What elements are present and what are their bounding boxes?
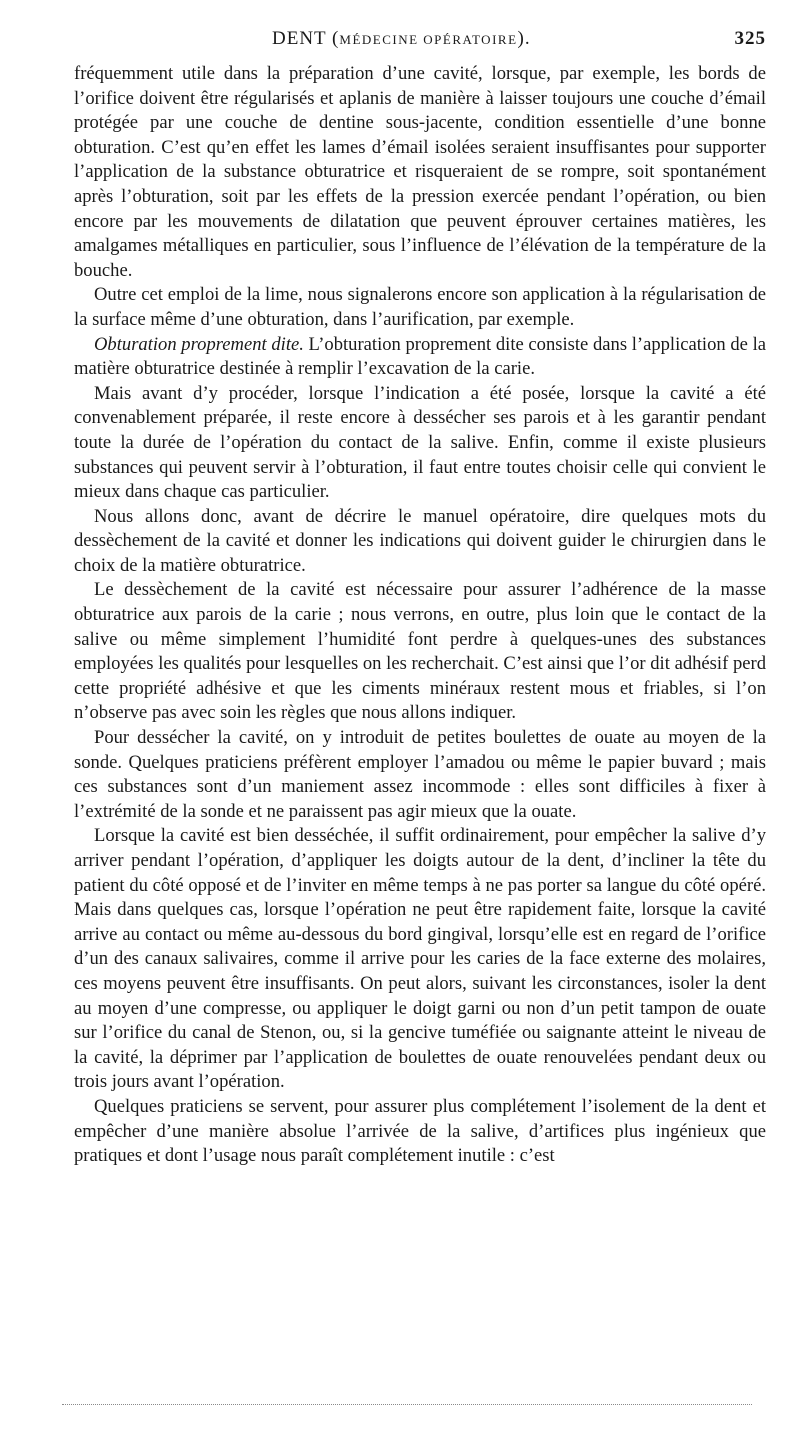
- paragraph-4: [74, 382, 766, 505]
- running-head: [74, 26, 766, 56]
- paragraph-4-text: Mais avant d’y procéder, lorsque l’indication a été posée, lorsque la cavité a été convenablement préparée, il reste encore à dessécher ses parois et à les garantir pendant toute la durée de l’opération du contact de la salive. Enfin, comme il existe plusieurs substances qui peuvent servir à l’obturation, il faut entre toutes choisir celle qui convient le mieux dans chaque cas particulier.: [74, 382, 766, 503]
- paragraph-5: [74, 505, 766, 579]
- paragraph-3: [74, 333, 766, 382]
- paragraph-6-text: Le dessèchement de la cavité est nécessaire pour assurer l’adhérence de la masse obturatrice aux parois de la carie ; nous verrons, en outre, plus loin que le contact de la salive ou même simplement l’humidité font perdre à quelques-unes des substances employées les qualités pour lesquelles on les recherchait. C’est ainsi que l’or dit adhésif perd cette propriété adhésive et que les ciments minéraux restent mous et friables, si l’on n’observe pas avec soin les règles que nous allons indiquer.: [74, 579, 766, 724]
- book-page: [74, 26, 766, 1169]
- body-text: [74, 62, 766, 1169]
- paragraph-6: [74, 578, 766, 726]
- paragraph-8-text: Lorsque la cavité est bien desséchée, il suffit ordinairement, pour empêcher la salive d’y arriver pendant l’opération, d’appliquer les doigts autour de la dent, d’incliner la tête du patient du côté opposé et de l’inviter en même temps à ne pas porter sa langue du côté opéré. Mais dans quelques cas, lorsque l’opération ne peut être rapidement faite, lorsque la cavité arrive au contact ou même au-dessous du bord gingival, lorsqu’elle est en regard de l’orifice d’un des canaux salivaires, comme il arrive pour les caries de la face externe des molaires, ces moyens peuvent être insuffisants. On peut alors, suivant les circonstances, isoler la dent au moyen d’une compresse, ou appliquer le doigt garni ou non d’un petit tampon de ouate sur l’orifice du canal de Stenon, ou, si la gencive tuméfiée ou saignante atteint le niveau de la cavité, la déprimer par l’application de boulettes de ouate renouvelées pendant deux ou trois jours avant l’opération.: [74, 825, 766, 1093]
- footer-dotted-rule: [62, 1404, 752, 1405]
- running-title-smallcaps: MÉDECINE OPÉRATOIRE: [339, 32, 518, 47]
- paragraph-2-text: Outre cet emploi de la lime, nous signalerons encore son application à la régularisation de la surface même d’une obturation, dans l’aurification, par exemple.: [74, 284, 766, 330]
- paragraph-5-text: Nous allons donc, avant de décrire le manuel opératoire, dire quelques mots du dessèchement de la cavité et donner les indications qui doivent guider le chirurgien dans le choix de la matière obturatrice.: [74, 505, 766, 576]
- paragraph-8: [74, 824, 766, 1095]
- paragraph-7-text: Pour dessécher la cavité, on y introduit de petites boulettes de ouate au moyen de la sonde. Quelques praticiens préfèrent employer l’amadou ou même le papier buvard ; mais ces substances sont d’un maniement assez incommode : elles sont difficiles à fixer à l’extrémité de la sonde et ne paraissent pas agir mieux que la ouate.: [74, 727, 766, 822]
- paragraph-1-text: fréquemment utile dans la préparation d’une cavité, lorsque, par exemple, les bords de l’orifice doivent être régularisés et aplanis de manière à laisser toujours une couche d’émail protégée par une couche de dentine sous-jacente, condition essentielle d’une bonne obturation. C’est qu’en effet les lames d’émail isolées seraient insuffisantes pour supporter l’application de la substance obturatrice et risqueraient de se rompre, soit spontanément après l’obturation, soit par les effets de la pression exercée pendant l’opération, ou bien encore par les mouvements de dilatation que peuvent éprouver certaines matières, les amalgames métalliques en particulier, sous l’influence de l’élévation de la température de la bouche.: [74, 63, 766, 281]
- paragraph-3-text: L’obturation proprement dite consiste dans l’application de la matière obturatrice destinée à remplir l’excavation de la carie.: [74, 333, 766, 380]
- running-title-end: ).: [517, 28, 531, 49]
- paragraph-7: [74, 726, 766, 824]
- paragraph-1: [74, 62, 766, 283]
- paragraph-9-text: Quelques praticiens se servent, pour assurer plus complétement l’isolement de la dent et empêcher d’une manière absolue l’arrivée de la salive, d’artifices plus ingénieux que pratiques et dont l’usage nous paraît complétement inutile : c’est: [74, 1095, 766, 1167]
- paragraph-2: [74, 283, 766, 332]
- running-title-main: DENT (: [272, 28, 340, 49]
- section-heading-italic: Obturation proprement dite.: [94, 333, 304, 355]
- running-title: [272, 28, 531, 50]
- paragraph-9: [74, 1095, 766, 1169]
- page-number: 325: [734, 28, 766, 49]
